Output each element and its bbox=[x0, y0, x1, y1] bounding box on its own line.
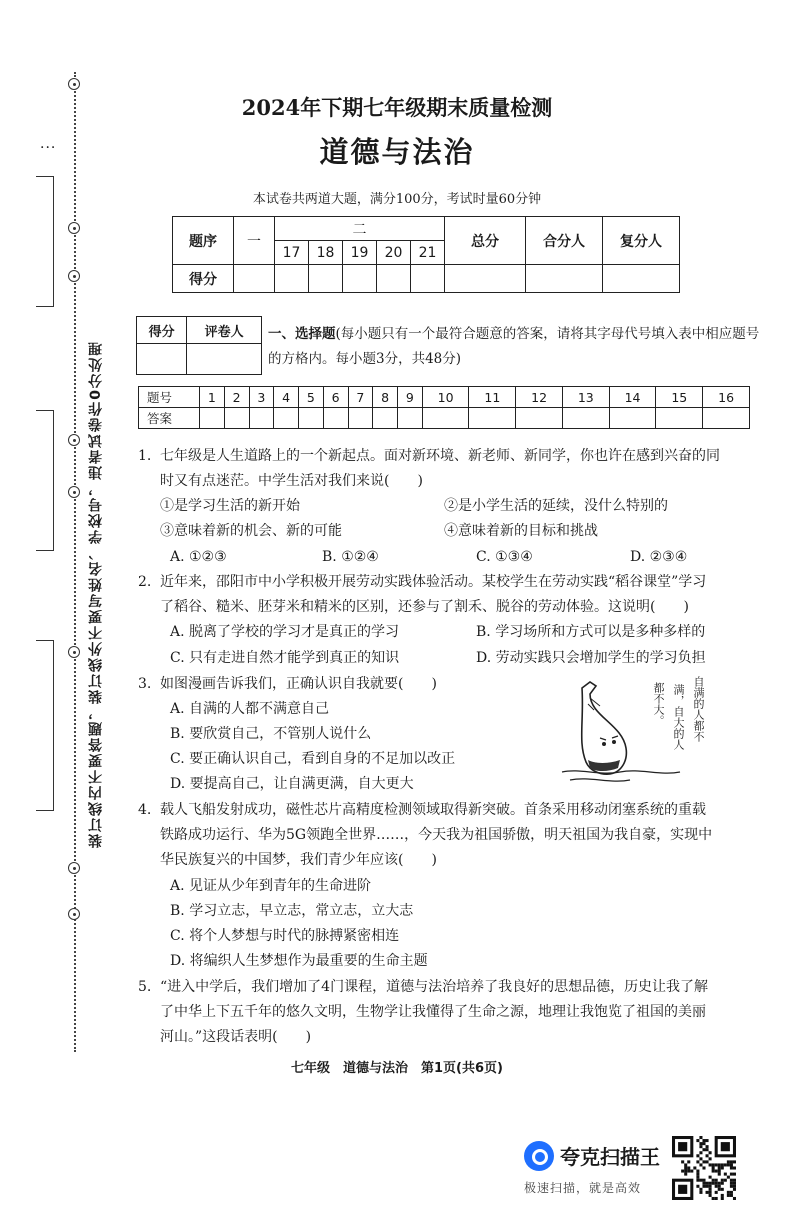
row-label: 题序 bbox=[173, 217, 234, 265]
answer-number-cell: 3 bbox=[249, 387, 274, 408]
option-d[interactable]: D. 劳动实践只会增加学生的学习负担 bbox=[476, 650, 706, 666]
answer-input-cell[interactable] bbox=[373, 408, 398, 429]
option-d[interactable]: D. ②③④ bbox=[630, 549, 688, 565]
binding-hole-icon bbox=[68, 862, 80, 874]
answer-input-cell[interactable] bbox=[703, 408, 750, 429]
question-number: 1. bbox=[138, 448, 152, 464]
score-cell[interactable] bbox=[343, 265, 377, 293]
score-cell[interactable] bbox=[411, 265, 445, 293]
answer-number-cell: 14 bbox=[609, 387, 656, 408]
answer-input-cell[interactable] bbox=[249, 408, 274, 429]
option-a[interactable]: A. 见证从少年到青年的生命进阶 bbox=[170, 878, 372, 894]
margin-rule bbox=[36, 176, 54, 177]
option-a[interactable]: A. ①②③ bbox=[170, 549, 227, 565]
answer-input-cell[interactable] bbox=[299, 408, 324, 429]
margin-rule bbox=[53, 410, 54, 550]
margin-rule bbox=[36, 306, 54, 307]
cartoon-caption: 满，自大的人 bbox=[672, 684, 685, 750]
statement: ③意味着新的机会、新的可能 bbox=[160, 523, 342, 539]
answer-number-cell: 10 bbox=[422, 387, 469, 408]
question-stem: 铁路成功运行、华为5G领跑全世界……，今天我为祖国骄傲，明天祖国为我自豪，实现中 bbox=[160, 827, 713, 843]
score-cell[interactable] bbox=[445, 265, 526, 293]
grader-name-cell[interactable] bbox=[187, 344, 262, 375]
answer-number-cell: 9 bbox=[398, 387, 423, 408]
answer-input-cell[interactable] bbox=[348, 408, 373, 429]
question-stem: 了中华上下五千年的悠久文明，生物学让我懂得了生命之源，地理让我饱览了祖国的美丽 bbox=[160, 1004, 706, 1020]
margin-rule bbox=[36, 640, 54, 641]
qr-code-icon bbox=[672, 1136, 736, 1200]
margin-rule bbox=[53, 640, 54, 810]
question-5 bbox=[138, 975, 758, 1050]
question-stem: 近年来，邵阳市中小学积极开展劳动实践体验活动。某校学生在劳动实践“稻谷课堂”学习 bbox=[160, 574, 707, 590]
answer-input-cell[interactable] bbox=[516, 408, 563, 429]
binding-hole-icon bbox=[68, 486, 80, 498]
option-c[interactable]: C. 要正确认识自己，看到自身的不足加以改正 bbox=[170, 751, 456, 767]
binding-hole-icon bbox=[68, 222, 80, 234]
margin-dots: ··· bbox=[40, 140, 57, 156]
answer-input-cell[interactable] bbox=[323, 408, 348, 429]
binding-hole-icon bbox=[68, 270, 80, 282]
answer-number-cell: 16 bbox=[703, 387, 750, 408]
answer-row-label: 题号 bbox=[139, 387, 200, 408]
score-cell[interactable] bbox=[309, 265, 343, 293]
score-table bbox=[172, 216, 680, 293]
answer-input-cell[interactable] bbox=[656, 408, 703, 429]
grader-score-cell[interactable] bbox=[137, 344, 187, 375]
answer-number-cell: 4 bbox=[274, 387, 299, 408]
option-d[interactable]: D. 将编织人生梦想作为最重要的生命主题 bbox=[170, 953, 428, 969]
section-heading bbox=[268, 322, 768, 372]
option-b[interactable]: B. ①②④ bbox=[322, 549, 379, 565]
page-footer: 七年级 道德与法治 第1页(共6页) bbox=[291, 1061, 503, 1076]
answer-number-cell: 11 bbox=[469, 387, 516, 408]
section-instructions: (每小题只有一个最符合题意的答案，请将其字母代号填入表中相应题号的方格内。每小题3分，共48分) bbox=[268, 326, 760, 367]
question-4 bbox=[138, 798, 758, 873]
answer-input-cell[interactable] bbox=[469, 408, 516, 429]
margin-rule bbox=[36, 410, 54, 411]
option-b[interactable]: B. 学习立志，早立志，常立志，立大志 bbox=[170, 903, 414, 919]
grader-table bbox=[136, 316, 262, 375]
binding-hole-icon bbox=[68, 78, 80, 90]
score-label: 得分 bbox=[173, 265, 234, 293]
answer-number-cell: 7 bbox=[348, 387, 373, 408]
answer-input-cell[interactable] bbox=[422, 408, 469, 429]
binding-note: 装订线内不要答题，装订线外不要写姓名、学校号，违者试卷作0分处理 bbox=[88, 340, 104, 848]
col-header: 总分 bbox=[445, 217, 526, 265]
score-cell[interactable] bbox=[526, 265, 603, 293]
sub-col-header: 21 bbox=[411, 241, 445, 265]
answer-number-cell: 13 bbox=[562, 387, 609, 408]
answer-number-cell: 1 bbox=[200, 387, 225, 408]
cartoon-caption: 都不大。 bbox=[652, 682, 665, 726]
score-cell[interactable] bbox=[275, 265, 309, 293]
option-c[interactable]: C. ①③④ bbox=[476, 549, 533, 565]
option-b[interactable]: B. 学习场所和方式可以是多种多样的 bbox=[476, 624, 706, 640]
question-stem: 时又有点迷茫。中学生活对我们来说( ) bbox=[160, 473, 423, 489]
col-header: 合分人 bbox=[526, 217, 603, 265]
cartoon-illustration bbox=[560, 676, 720, 786]
sub-col-header: 20 bbox=[377, 241, 411, 265]
answer-input-cell[interactable] bbox=[562, 408, 609, 429]
exam-instructions: 本试卷共两道大题，满分100分，考试时量60分钟 bbox=[252, 192, 542, 207]
answer-input-cell[interactable] bbox=[609, 408, 656, 429]
quark-logo-icon bbox=[524, 1141, 554, 1171]
answer-number-cell: 15 bbox=[656, 387, 703, 408]
statement: ①是学习生活的新开始 bbox=[160, 498, 300, 514]
sub-col-header: 18 bbox=[309, 241, 343, 265]
answer-table bbox=[138, 386, 750, 429]
option-c[interactable]: C. 只有走进自然才能学到真正的知识 bbox=[170, 650, 400, 666]
answer-input-cell[interactable] bbox=[224, 408, 249, 429]
statement: ④意味着新的目标和挑战 bbox=[444, 523, 598, 539]
binding-hole-icon bbox=[68, 646, 80, 658]
grader-name-label: 评卷人 bbox=[187, 317, 262, 344]
answer-row-label: 答案 bbox=[139, 408, 200, 429]
answer-input-cell[interactable] bbox=[398, 408, 423, 429]
binding-hole-icon bbox=[68, 434, 80, 446]
cartoon-caption: 自满的人都不 bbox=[692, 676, 705, 742]
question-number: 5. bbox=[138, 979, 152, 995]
score-cell[interactable] bbox=[603, 265, 680, 293]
answer-input-cell[interactable] bbox=[200, 408, 225, 429]
sub-col-header: 19 bbox=[343, 241, 377, 265]
answer-number-cell: 6 bbox=[323, 387, 348, 408]
answer-number-cell: 5 bbox=[299, 387, 324, 408]
grader-score-label: 得分 bbox=[137, 317, 187, 344]
option-a[interactable]: A. 自满的人都不满意自己 bbox=[170, 701, 330, 717]
score-cell[interactable] bbox=[377, 265, 411, 293]
option-d[interactable]: D. 要提高自己，让自满更满，自大更大 bbox=[170, 776, 414, 792]
statement: ②是小学生活的延续，没什么特别的 bbox=[444, 498, 668, 514]
question-stem: “进入中学后，我们增加了4门课程，道德与法治培养了我良好的思想品德，历史让我了解 bbox=[160, 979, 709, 995]
question-stem: 七年级是人生道路上的一个新起点。面对新环境、新老师、新同学，你也许在感到兴奋的同 bbox=[160, 448, 720, 464]
answer-number-cell: 8 bbox=[373, 387, 398, 408]
brand-name: 夸克扫描王 bbox=[560, 1145, 660, 1169]
question-stem: 如图漫画告诉我们，正确认识自我就要( ) bbox=[160, 676, 437, 692]
option-b[interactable]: B. 要欣赏自己，不管别人说什么 bbox=[170, 726, 372, 742]
col-header: 一 bbox=[234, 217, 275, 265]
answer-number-cell: 2 bbox=[224, 387, 249, 408]
col-header: 复分人 bbox=[603, 217, 680, 265]
binding-dotted-line bbox=[74, 72, 76, 1052]
brand-tagline: 极速扫描，就是高效 bbox=[524, 1181, 642, 1195]
question-2 bbox=[138, 570, 758, 620]
question-1 bbox=[138, 444, 758, 494]
answer-number-cell: 12 bbox=[516, 387, 563, 408]
exam-title: 2024年下期七年级期末质量检测 bbox=[241, 95, 553, 120]
sub-col-header: 17 bbox=[275, 241, 309, 265]
col-header: 二 bbox=[275, 217, 445, 241]
section-title: 一、选择题 bbox=[268, 326, 336, 342]
subject-title: 道德与法治 bbox=[319, 135, 475, 169]
binding-hole-icon bbox=[68, 908, 80, 920]
question-number: 4. bbox=[138, 802, 152, 818]
question-stem: 河山。”这段话表明( ) bbox=[160, 1029, 312, 1045]
question-stem: 了稻谷、糙米、胚芽米和精米的区别，还参与了割禾、脱谷的劳动体验。这说明( ) bbox=[160, 599, 689, 615]
option-a[interactable]: A. 脱离了学校的学习才是真正的学习 bbox=[170, 624, 400, 640]
margin-rule bbox=[36, 810, 54, 811]
answer-input-cell[interactable] bbox=[274, 408, 299, 429]
question-number: 3. bbox=[138, 676, 152, 692]
margin-rule bbox=[36, 550, 54, 551]
option-c[interactable]: C. 将个人梦想与时代的脉搏紧密相连 bbox=[170, 928, 400, 944]
question-stem: 华民族复兴的中国梦，我们青少年应该( ) bbox=[160, 852, 437, 868]
question-stem: 载人飞船发射成功，磁性芯片高精度检测领域取得新突破。首条采用移动闭塞系统的重载 bbox=[160, 802, 706, 818]
score-cell[interactable] bbox=[234, 265, 275, 293]
question-number: 2. bbox=[138, 574, 152, 590]
